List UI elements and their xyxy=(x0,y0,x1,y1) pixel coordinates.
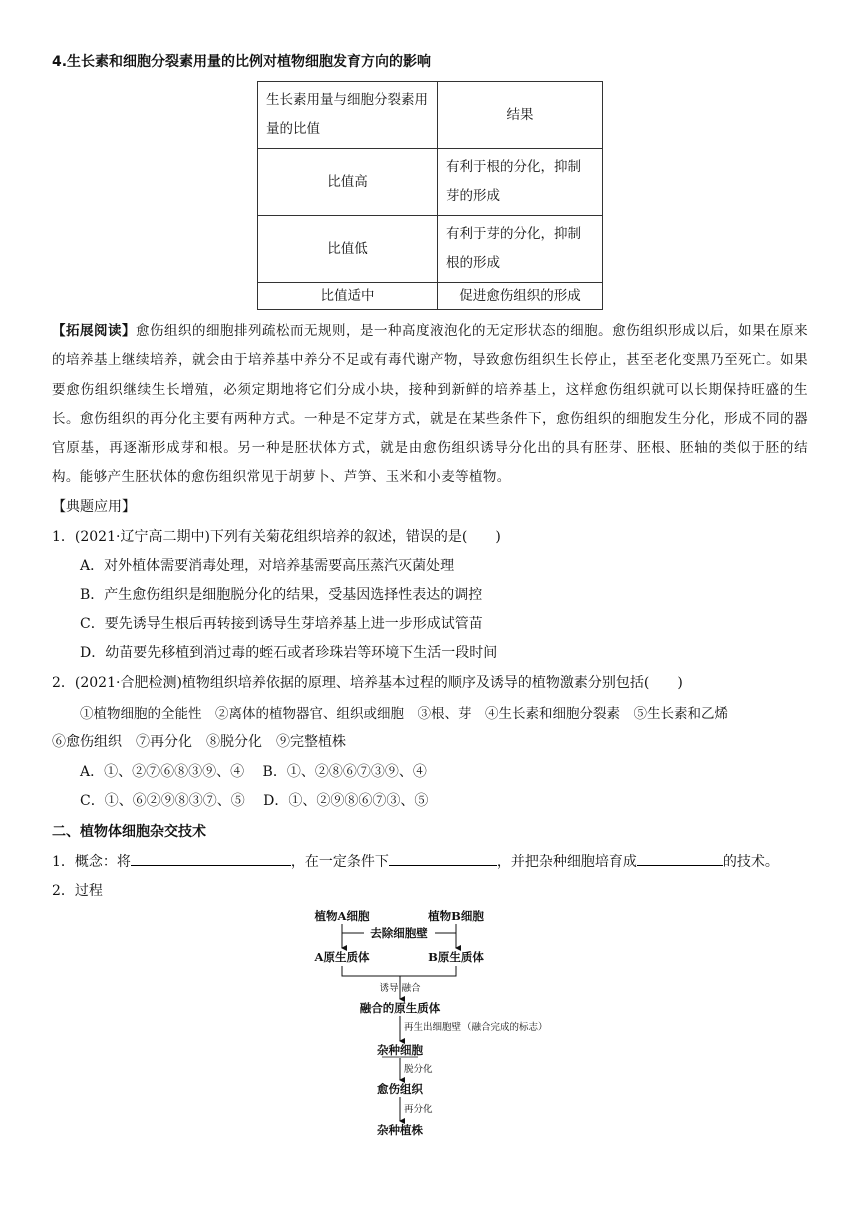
q1-option-c: C．要先诱导生根后再转接到诱导生芽培养基上进一步形成试管苗 xyxy=(80,616,483,632)
concept-line xyxy=(52,851,779,871)
label-cell-b: 植物B细胞 xyxy=(428,909,484,923)
table-cell-ratio: 比值适中 xyxy=(258,283,438,310)
table-header-row xyxy=(258,82,603,149)
blank-1 xyxy=(131,851,291,866)
table-row xyxy=(258,216,603,283)
label-proto-b: B原生质体 xyxy=(428,950,484,964)
label-regen-note: （融合完成的标志） xyxy=(462,1022,548,1033)
section-heading-4: 4.生长素和细胞分裂素用量的比例对植物细胞发育方向的影响 xyxy=(52,54,432,70)
table-header-ratio: 生长素用量与细胞分裂素用量的比值 xyxy=(258,82,438,149)
q2-options-line1: A．①、②⑦⑥⑧③⑨、④ B．①、②⑧⑥⑦③⑨、④ xyxy=(80,764,427,780)
ratio-table xyxy=(257,81,603,310)
label-rediff: 再分化 xyxy=(404,1104,433,1115)
table-cell-ratio: 比值高 xyxy=(258,149,438,216)
table-row xyxy=(258,149,603,216)
q1-option-a: A．对外植体需要消毒处理，对培养基需要高压蒸汽灭菌处理 xyxy=(80,558,455,574)
process-diagram xyxy=(290,900,580,1150)
label-fused: 融合的原生质体 xyxy=(359,1001,441,1015)
blank-3 xyxy=(637,851,723,866)
label-hybrid-cell: 杂种细胞 xyxy=(377,1043,423,1057)
application-label: 【典题应用】 xyxy=(52,499,136,515)
q2-items-line1: ①植物细胞的全能性 ②离体的植物器官、组织或细胞 ③根、芽 ④生长素和细胞分裂素 ⑤生长素和乙烯 xyxy=(80,706,728,722)
concept-part-a: 1．概念：将 xyxy=(52,854,131,870)
q2-options-line2: C．①、⑥②⑨⑧③⑦、⑤ D．①、②⑨⑧⑥⑦③、⑤ xyxy=(80,793,429,809)
section-2-title: 二、植物体细胞杂交技术 xyxy=(52,824,206,840)
q1-option-d: D．幼苗要先移植到消过毒的蛭石或者珍珠岩等环境下生活一段时间 xyxy=(80,645,498,661)
merge-bracket xyxy=(342,966,456,976)
reading-label: 【拓展阅读】 xyxy=(52,323,137,339)
label-fuse: 融合 xyxy=(401,983,421,994)
reading-text: 愈伤组织的细胞排列疏松而无规则，是一种高度液泡化的无定形状态的细胞。愈伤组织形成以后，如果在原来的培养基上继续培养，就会由于培养基中养分不足或有毒代谢产物，导致愈伤组织生长停止，甚至老化变黑乃至死亡。如果要愈伤组织继续生长增殖，必须定期地将它们分成小块，接种到新鲜的培养基上，这样愈伤组织就可以长期保持旺盛的生长。愈伤组织的再分化主要有两种方式。一种是不定芽方式，就是在某些条件下，愈伤组织的细胞发生分化，形成不同的器官原基，再逐渐形成芽和根。另一种是胚状体方式，就是由愈伤组织诱导分化出的具有胚芽、胚根、胚轴的类似于胚的结构。能够产生胚状体的愈伤组织常见于胡萝卜、芦笋、玉米和小麦等植物。 xyxy=(52,323,808,486)
table-cell-ratio: 比值低 xyxy=(258,216,438,283)
q2-items-line2: ⑥愈伤组织 ⑦再分化 ⑧脱分化 ⑨完整植株 xyxy=(52,734,346,750)
table-row xyxy=(258,283,603,310)
table-cell-result: 有利于芽的分化，抑制根的形成 xyxy=(438,216,603,283)
label-hybrid-plant: 杂种植株 xyxy=(377,1123,423,1137)
blank-2 xyxy=(389,851,497,866)
table-cell-result: 促进愈伤组织的形成 xyxy=(438,283,603,310)
concept-part-b: ，在一定条件下 xyxy=(290,854,389,870)
process-label: 2．过程 xyxy=(52,883,103,899)
label-induce: 诱导 xyxy=(379,983,399,994)
q2-stem: 2．(2021·合肥检测)植物组织培养依据的原理、培养基本过程的顺序及诱导的植物激素分别包括( ) xyxy=(52,675,683,691)
label-cell-a: 植物A细胞 xyxy=(314,909,370,923)
extended-reading xyxy=(52,317,808,493)
q1-stem: 1．(2021·辽宁高二期中)下列有关菊花组织培养的叙述，错误的是( ) xyxy=(52,529,501,545)
label-callus: 愈伤组织 xyxy=(377,1082,423,1096)
label-remove-wall: 去除细胞壁 xyxy=(370,926,428,940)
table-header-result: 结果 xyxy=(438,82,603,149)
label-dediff: 脱分化 xyxy=(404,1064,433,1075)
concept-part-d: 的技术。 xyxy=(722,854,779,870)
q1-option-b: B．产生愈伤组织是细胞脱分化的结果，受基因选择性表达的调控 xyxy=(80,587,483,603)
label-proto-a: A原生质体 xyxy=(314,950,370,964)
concept-part-c: ，并把杂种细胞培育成 xyxy=(496,854,637,870)
label-regen: 再生出细胞壁 xyxy=(404,1022,462,1033)
table-cell-result: 有利于根的分化，抑制芽的形成 xyxy=(438,149,603,216)
